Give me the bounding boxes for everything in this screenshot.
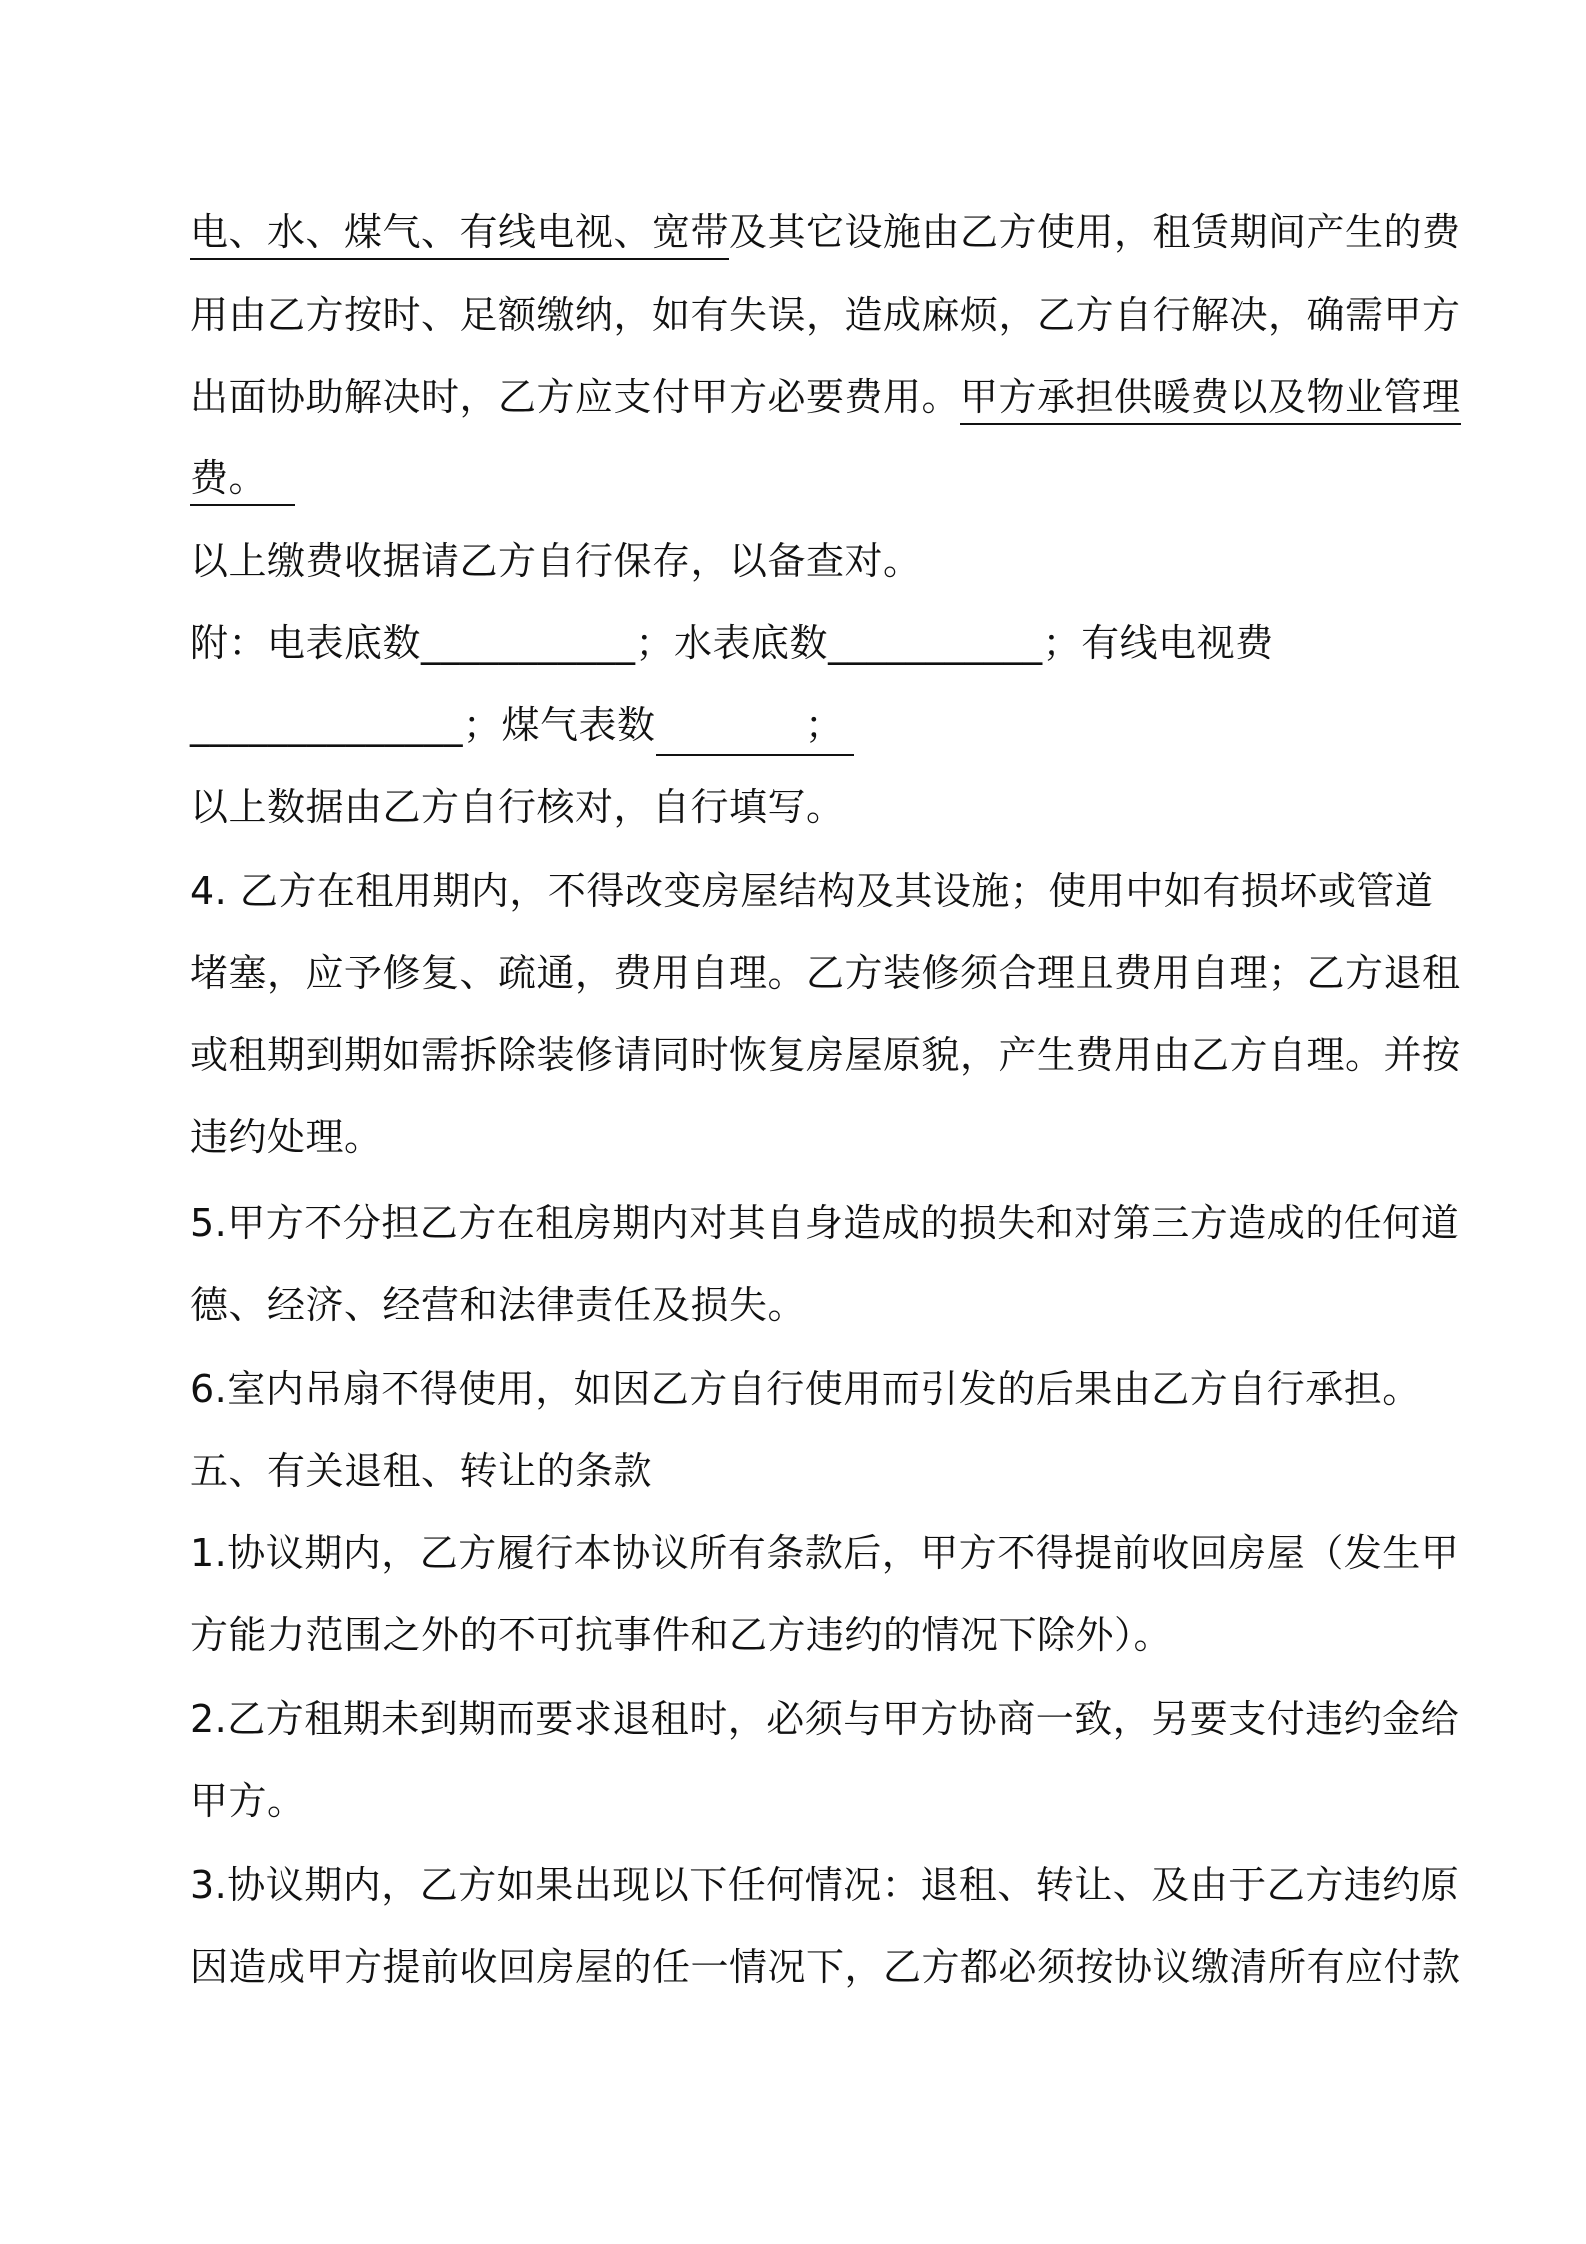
separator: ；	[805, 703, 844, 747]
fee-underlined-text: 费。	[190, 456, 295, 506]
heating-fee-underlined-text: 甲方承担供暖费以及物业管理	[960, 375, 1461, 425]
separator: ；	[635, 621, 675, 665]
section5-heading: 五、有关退租、转让的条款	[190, 1449, 653, 1493]
utilities-line-3	[190, 372, 1461, 422]
attachment-prefix: 附：	[190, 621, 268, 665]
meter-readings-line-2	[190, 700, 1430, 756]
water-meter-blank: ___________	[828, 621, 1043, 665]
clause6: 6.室内吊扇不得使用，如因乙方自行使用而引发的后果由乙方自行承担。	[190, 1367, 1421, 1411]
separator: ；	[463, 703, 502, 747]
meter-readings-line-1	[190, 618, 1430, 668]
utilities-line-4	[190, 453, 1430, 503]
electric-meter-label: 电表底数	[267, 621, 422, 665]
s5-clause1-line-2: 方能力范围之外的不可抗事件和乙方违约的情况下除外）。	[190, 1613, 1173, 1657]
s5-clause2-line-2: 甲方。	[190, 1779, 306, 1823]
gas-meter-blank	[656, 700, 854, 756]
s5-clause3-line-2: 因造成甲方提前收回房屋的任一情况下，乙方都必须按协议缴清所有应付款	[190, 1945, 1461, 1989]
clause4-line-1: 4. 乙方在租用期内，不得改变房屋结构及其设施；使用中如有损坏或管道	[190, 869, 1434, 913]
data-check-note: 以上数据由乙方自行核对，自行填写。	[190, 785, 845, 829]
utilities-line-1	[190, 207, 1461, 257]
clause4-line-2: 堵塞，应予修复、疏通，费用自理。乙方装修须合理且费用自理；乙方退租	[190, 951, 1461, 995]
s5-clause2-line-1: 2.乙方租期未到期而要求退租时，必须与甲方协商一致，另要支付违约金给	[190, 1697, 1460, 1741]
utilities-line-2: 用由乙方按时、足额缴纳，如有失误，造成麻烦，乙方自行解决，确需甲方	[190, 293, 1461, 337]
utilities-text: 出面协助解决时，乙方应支付甲方必要费用。	[190, 375, 961, 419]
clause4-line-4: 违约处理。	[190, 1115, 383, 1159]
utilities-underlined-text: 电、水、煤气、有线电视、宽带	[190, 210, 729, 260]
cable-fee-label: 有线电视费	[1081, 621, 1274, 665]
clause5-line-1: 5.甲方不分担乙方在租房期内对其自身造成的损失和对第三方造成的任何道	[190, 1201, 1460, 1245]
receipts-note: 以上缴费收据请乙方自行保存，以备查对。	[190, 539, 922, 583]
separator: ；	[1042, 621, 1082, 665]
water-meter-label: 水表底数	[674, 621, 829, 665]
cable-fee-blank: ______________	[190, 703, 463, 747]
electric-meter-blank: ___________	[421, 621, 636, 665]
s5-clause3-line-1: 3.协议期内，乙方如果出现以下任何情况：退租、转让、及由于乙方违约原	[190, 1863, 1460, 1907]
clause5-line-2: 德、经济、经营和法律责任及损失。	[190, 1283, 807, 1327]
s5-clause1-line-1: 1.协议期内，乙方履行本协议所有条款后，甲方不得提前收回房屋（发生甲	[190, 1531, 1460, 1575]
clause4-line-3: 或租期到期如需拆除装修请同时恢复房屋原貌，产生费用由乙方自理。并按	[190, 1033, 1461, 1077]
utilities-text: 及其它设施由乙方使用，租赁期间产生的费	[729, 210, 1461, 254]
gas-meter-label: 煤气表数	[501, 703, 656, 747]
